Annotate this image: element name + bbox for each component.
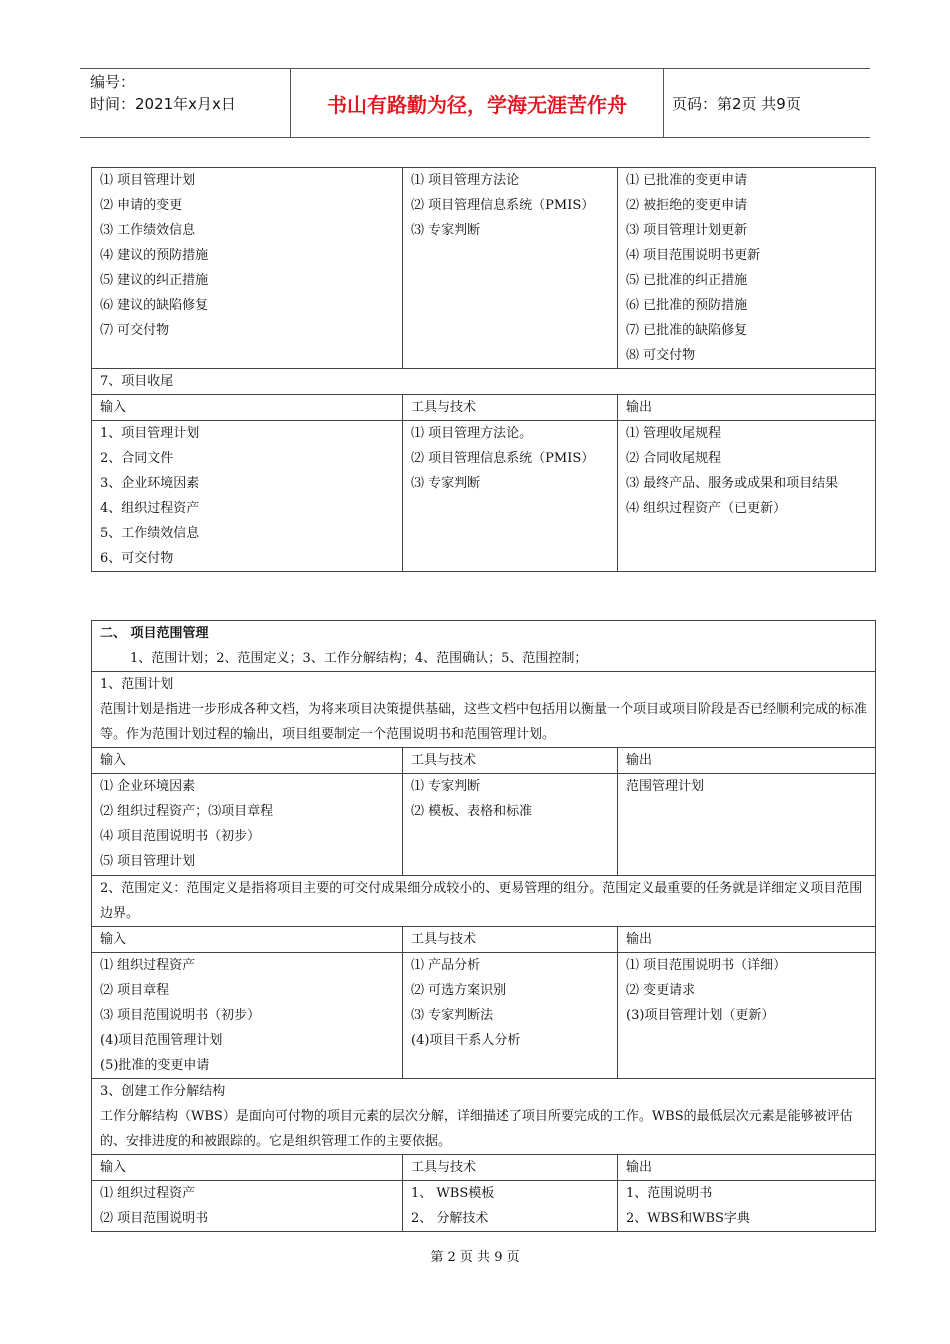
section-title: 7、项目收尾 [92, 369, 876, 395]
outputs-list [626, 421, 867, 521]
inputs-list [100, 421, 394, 571]
section-heading: 二、 项目范围管理 [100, 626, 209, 641]
list-item: ⑵ 申请的变更 [100, 198, 183, 213]
list-item: ⑷ 组织过程资产（已更新） [626, 501, 787, 516]
list-item: (5)批准的变更申请 [100, 1058, 210, 1073]
list-item: ⑶ 专家判断 [411, 476, 481, 491]
list-item: ⑶ 最终产品、服务或成果和项目结果 [626, 476, 839, 491]
list-item: ⑴ 组织过程资产 [100, 958, 196, 973]
outputs-cell [618, 1181, 876, 1232]
outputs-list [626, 168, 867, 368]
table-header-row [92, 395, 876, 421]
table-header-row [92, 927, 876, 953]
list-item: 范围管理计划 [626, 779, 705, 794]
list-item: (3)项目管理计划（更新） [626, 1008, 775, 1023]
list-item: ⑴ 项目管理方法论 [411, 173, 520, 188]
outputs-list [626, 774, 867, 799]
scope-definition-cell [92, 876, 876, 927]
column-header-input: 输入 [92, 1155, 403, 1181]
list-item: 5、工作绩效信息 [100, 526, 200, 541]
inputs-list [100, 1181, 394, 1231]
list-item: ⑴ 产品分析 [411, 958, 481, 973]
list-item: (4)项目干系人分析 [411, 1033, 521, 1048]
scope-planning-cell [92, 672, 876, 748]
list-item: ⑹ 建议的缺陷修复 [100, 298, 209, 313]
list-item: ⑴ 管理收尾规程 [626, 426, 722, 441]
list-item: ⑶ 项目范围说明书（初步） [100, 1008, 261, 1023]
list-item: ⑸ 建议的纠正措施 [100, 273, 209, 288]
list-item: ⑵ 项目管理信息系统（PMIS） [411, 198, 595, 213]
subsection-description: 2、范围定义：范围定义是指将项目主要的可交付成果细分成较小的、更易管理的组分。范围定义最重要的任务就是详细定义项目范围边界。 [100, 881, 863, 921]
column-header-output: 输出 [618, 748, 876, 774]
list-item: ⑷ 建议的预防措施 [100, 248, 209, 263]
page-header [80, 68, 870, 138]
table-row [92, 621, 876, 672]
list-item: ⑷ 项目范围说明书更新 [626, 248, 761, 263]
list-item: ⑷ 项目范围说明书（初步） [100, 829, 261, 844]
inputs-list [100, 774, 394, 874]
inputs-list [100, 953, 394, 1078]
section-process-list: 1、范围计划；2、范围定义；3、工作分解结构；4、范围确认；5、范围控制； [130, 651, 588, 666]
list-item: 1、项目管理计划 [100, 426, 200, 441]
list-item: 4、组织过程资产 [100, 501, 200, 516]
header-number: 编号： [90, 73, 136, 91]
list-item: ⑵ 组织过程资产；⑶项目章程 [100, 804, 274, 819]
list-item: ⑹ 已批准的预防措施 [626, 298, 748, 313]
list-item: ⑵ 可选方案识别 [411, 983, 507, 998]
list-item: ⑶ 专家判断 [411, 223, 481, 238]
list-item: ⑸ 项目管理计划 [100, 854, 196, 869]
list-item: 1、 WBS模板 [411, 1186, 495, 1201]
table-row [92, 672, 876, 748]
tools-cell [403, 953, 618, 1079]
inputs-cell [92, 1181, 403, 1232]
subsection-description: 工作分解结构（WBS）是面向可付物的项目元素的层次分解，详细描述了项目所要完成的工作。WBS的最低层次元素是能够被评估的、安排进度的和被跟踪的。它是组织管理工作的主要依据。 [100, 1109, 853, 1149]
table-row [92, 168, 876, 369]
subsection-description: 范围计划是指进一步形成各种文档，为将来项目决策提供基础，这些文档中包括用以衡量一个项目或项目阶段是否已经顺利完成的标准等。作为范围计划过程的输出，项目组要制定一个范围说明书和范围管理计划。 [100, 702, 868, 742]
inputs-cell [92, 421, 403, 572]
column-header-output: 输出 [618, 1155, 876, 1181]
subsection-title: 3、创建工作分解结构 [100, 1084, 226, 1099]
list-item: ⑺ 可交付物 [100, 323, 170, 338]
table-row [92, 953, 876, 1079]
table-row [92, 421, 876, 572]
page-footer: 第 2 页 共 9 页 [430, 1250, 520, 1265]
list-item: ⑴ 已批准的变更申请 [626, 173, 748, 188]
process-table-2 [91, 620, 876, 1232]
list-item: ⑴ 项目管理计划 [100, 173, 196, 188]
column-header-input: 输入 [92, 395, 403, 421]
list-item: ⑵ 模板、表格和标准 [411, 804, 533, 819]
wbs-cell [92, 1079, 876, 1155]
process-table-1 [91, 167, 876, 572]
tools-cell [403, 421, 618, 572]
table-row [92, 1079, 876, 1155]
list-item: ⑶ 工作绩效信息 [100, 223, 196, 238]
list-item: ⑶ 专家判断法 [411, 1008, 494, 1023]
tools-list [411, 774, 609, 824]
column-header-input: 输入 [92, 748, 403, 774]
tools-cell [403, 1181, 618, 1232]
subsection-title: 1、范围计划 [100, 677, 174, 692]
tools-list [411, 953, 609, 1053]
table-header-row [92, 748, 876, 774]
tools-list [411, 168, 609, 243]
column-header-output: 输出 [618, 395, 876, 421]
outputs-list [626, 953, 867, 1028]
list-item: ⑵ 合同收尾规程 [626, 451, 722, 466]
inputs-cell [92, 953, 403, 1079]
outputs-cell [618, 774, 876, 876]
table-row [92, 369, 876, 395]
list-item: ⑺ 已批准的缺陷修复 [626, 323, 748, 338]
outputs-list [626, 1181, 867, 1231]
tools-list [411, 1181, 609, 1231]
table-row [92, 774, 876, 876]
header-time: 时间：2021年x月x日 [90, 95, 236, 113]
list-item: ⑻ 可交付物 [626, 348, 696, 363]
list-item: 2、合同文件 [100, 451, 174, 466]
table-row [92, 876, 876, 927]
list-item: ⑵ 变更请求 [626, 983, 696, 998]
list-item: 2、 分解技术 [411, 1211, 489, 1226]
section-header-cell [92, 621, 876, 672]
table-header-row [92, 1155, 876, 1181]
list-item: ⑶ 项目管理计划更新 [626, 223, 748, 238]
list-item: 1、范围说明书 [626, 1186, 713, 1201]
list-item: ⑵ 项目范围说明书 [100, 1211, 209, 1226]
column-header-input: 输入 [92, 927, 403, 953]
outputs-cell [618, 953, 876, 1079]
column-header-tools: 工具与技术 [403, 748, 618, 774]
column-header-output: 输出 [618, 927, 876, 953]
column-header-tools: 工具与技术 [403, 395, 618, 421]
list-item: ⑸ 已批准的纠正措施 [626, 273, 748, 288]
outputs-cell [618, 168, 876, 369]
tools-list [411, 421, 609, 496]
header-motto: 书山有路勤为径，学海无涯苦作舟 [291, 69, 664, 137]
inputs-list [100, 168, 394, 343]
list-item: 2、WBS和WBS字典 [626, 1211, 750, 1226]
tools-cell [403, 168, 618, 369]
list-item: ⑵ 被拒绝的变更申请 [626, 198, 748, 213]
list-item: 3、企业环境因素 [100, 476, 200, 491]
list-item: ⑴ 项目范围说明书（详细） [626, 958, 787, 973]
list-item: ⑴ 组织过程资产 [100, 1186, 196, 1201]
column-header-tools: 工具与技术 [403, 1155, 618, 1181]
header-page-number: 页码：第2页 共9页 [672, 94, 801, 113]
table-row [92, 1181, 876, 1232]
column-header-tools: 工具与技术 [403, 927, 618, 953]
tools-cell [403, 774, 618, 876]
inputs-cell [92, 774, 403, 876]
inputs-cell [92, 168, 403, 369]
list-item: ⑵ 项目管理信息系统（PMIS） [411, 451, 595, 466]
list-item: (4)项目范围管理计划 [100, 1033, 223, 1048]
list-item: ⑵ 项目章程 [100, 983, 170, 998]
list-item: ⑴ 企业环境因素 [100, 779, 196, 794]
list-item: ⑴ 专家判断 [411, 779, 481, 794]
outputs-cell [618, 421, 876, 572]
header-meta [80, 69, 291, 137]
list-item: 6、可交付物 [100, 551, 174, 566]
list-item: ⑴ 项目管理方法论。 [411, 426, 533, 441]
